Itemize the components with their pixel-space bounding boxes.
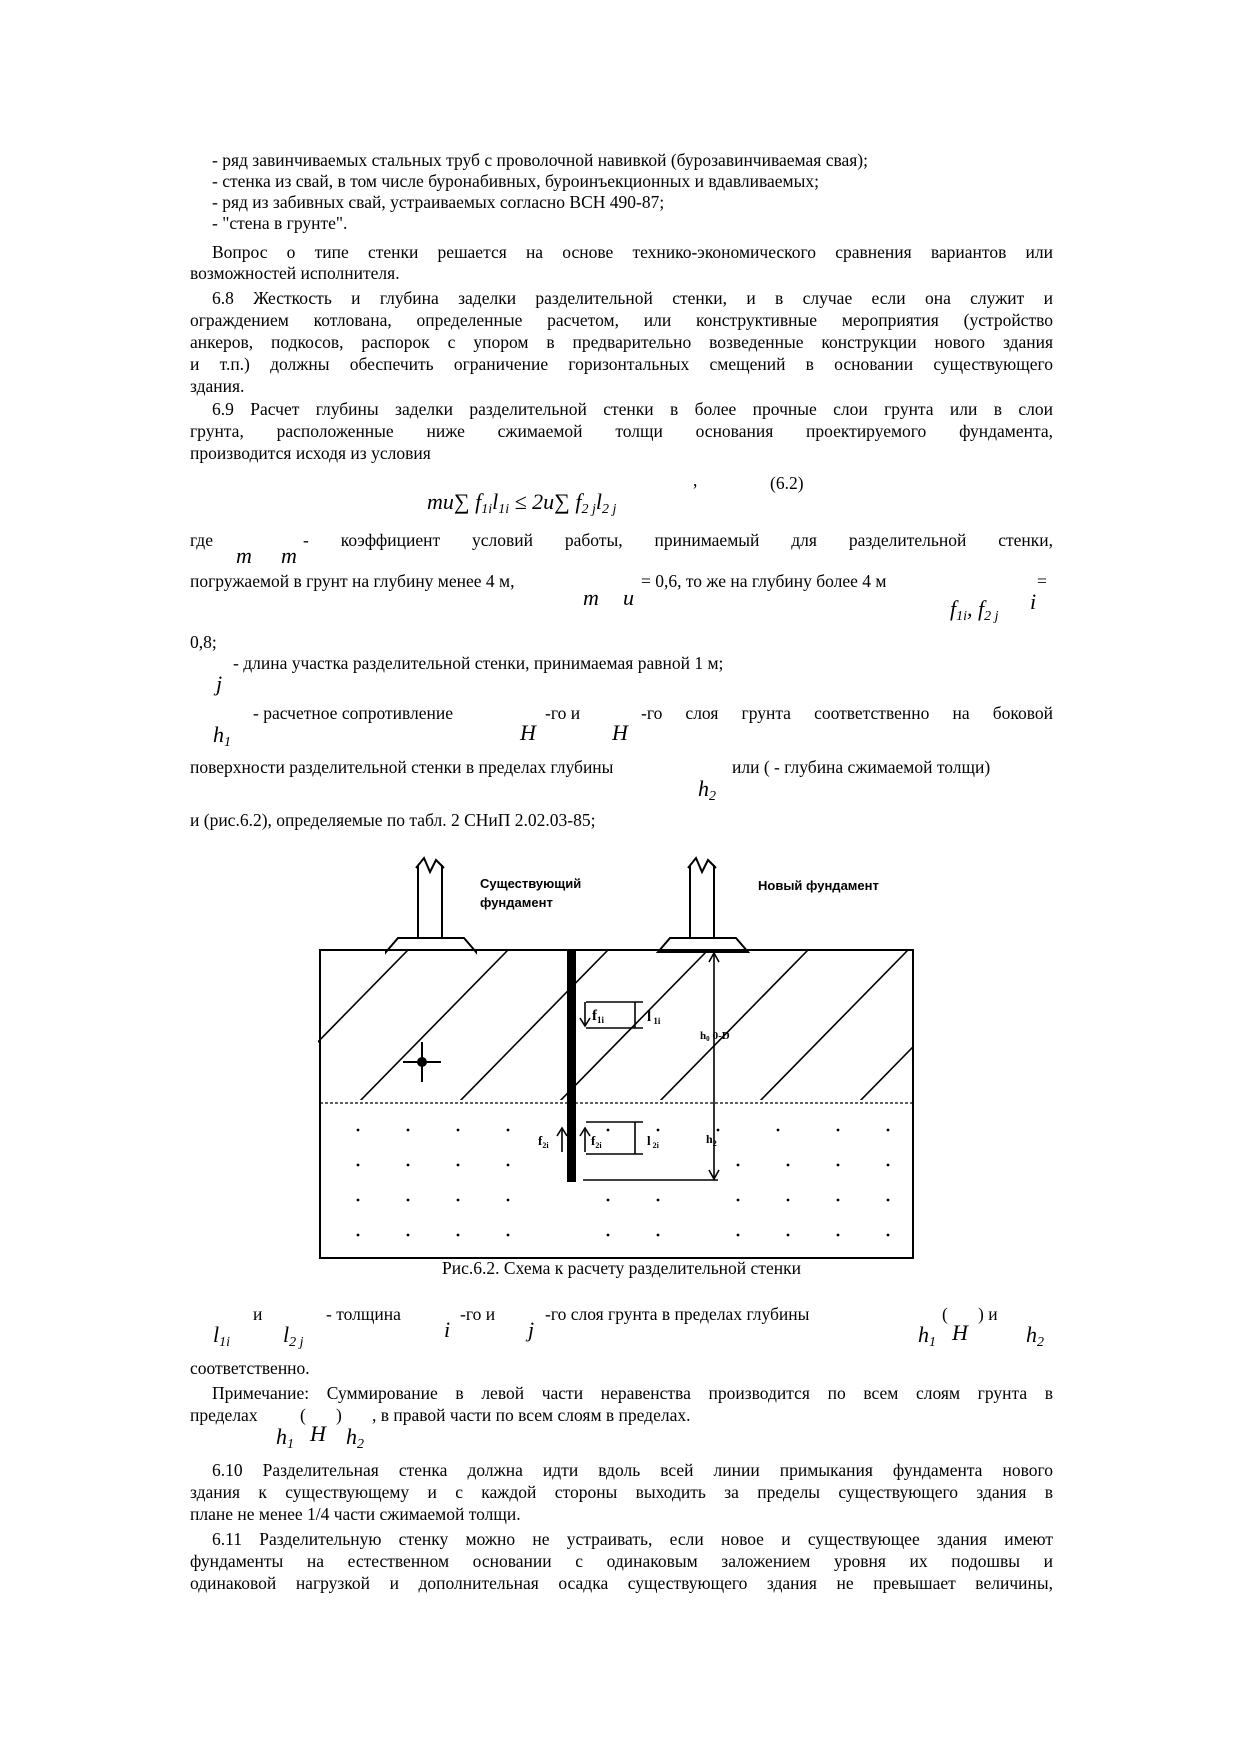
coefficient-description: - коэффициент условий работы, принимаемый для разделительной стенки, [303,530,1053,550]
paragraph-wall-type-line-2: возможностей исполнителя. [190,263,400,283]
label-f2i-right: $f_{2i}$ [591,1133,602,1150]
figure-caption: Рис.6.2. Схема к расчету разделительной стенки [442,1258,801,1278]
list-item-screw-piles: - ряд завинчиваемых стальных труб с проволочной навивкой (бурозавинчиваемая свая); [212,150,868,170]
list-item-slurry-wall: - "стена в грунте". [212,213,348,233]
symbol-h2-2: $h_2$ [1026,1322,1044,1350]
list-item-driven-piles: - ряд из забивных свай, устраиваемых согласно ВСН 490-87; [212,192,665,212]
label-f1i: $f_{1i}$ [592,1008,605,1025]
symbol-h: h [1026,1322,1037,1347]
depth-description-a: поверхности разделительной стенки в пределах глубины [190,757,614,777]
symbol-j-2: j [528,1317,535,1342]
note-right-part: , в правой части по всем слоям в пределах. [372,1405,691,1425]
clause-6-9-line-2: грунта, расположенные ниже сжимаемой толщи основания проектируемого фундамента, [190,421,1053,441]
new-foundation [658,858,748,952]
symbol-H-2: H [612,720,628,745]
equation-number: (6.2) [770,473,804,493]
label-h2: $h_2$ [706,1132,717,1148]
resistance-description-c: -го слоя грунта соответственно на боковой [641,703,1053,723]
note-paren-close: ) [336,1405,342,1425]
symbol-l1i: $l_{1i}$ [213,1322,231,1350]
symbol-h: h [213,722,224,747]
symbol-h: h [276,1424,287,1449]
resistance-description-b: -го и [545,703,581,723]
f1i-bracket [580,1002,643,1028]
clause-6-10-line-1: 6.10 Разделительная стенка должна идти вдоль всей линии примыкания фундамента нового [212,1460,1053,1480]
thickness-paren-open: ( [942,1304,948,1324]
equals-sign: = [1037,571,1047,591]
symbol-f1i: f [950,596,957,621]
clause-6-10-line-2: здания к существующему и с каждой стороны выходить за пределы существующего здания в [190,1482,1053,1502]
clause-6-9-line-1: 6.9 Расчет глубины заделки разделительной стенки в более прочные слои грунта или в слои [212,399,1053,419]
submerged-less-4m: погружаемой в грунт на глубину менее 4 м, [190,571,515,591]
symbol-i: i [1030,589,1037,614]
symbol-m-2: m [281,543,297,568]
symbol-H-3: H [952,1320,968,1345]
thickness-description-b: -го и [460,1304,496,1324]
separating-wall [567,950,576,1182]
label-new-foundation: Новый фундамент [758,878,879,893]
equation-l1i: l [492,489,499,514]
length-description: - длина участка разделительной стенки, принимаемая равной 1 м; [233,653,724,673]
thickness-and: и [253,1304,263,1324]
clause-6-8-line-1: 6.8 Жесткость и глубина заделки разделительной стенки, и в случае если она служит и [212,288,1053,308]
point-marker-dot [417,1057,427,1067]
table-reference: и (рис.6.2), определяемые по табл. 2 СНиП 2.02.03-85; [190,810,596,830]
clause-6-8-line-5: здания. [190,376,245,396]
equation-lhs: mu∑ f [427,489,482,514]
figure-6-2-diagram [318,850,928,1260]
symbol-H-1: H [520,720,536,745]
label-existing-foundation-line-2: фундамент [480,895,553,910]
symbol-h: h [698,776,709,801]
symbol-h: h [346,1424,357,1449]
label-l1i: l $_{1i}$ [647,1009,661,1026]
symbol-m-3: m [583,585,599,610]
symbol-j: j [216,671,223,696]
list-item-pile-wall: - стенка из свай, в том числе буронабивных, буроинъекционных и вдавливаемых; [212,171,819,191]
equation-rhs: ≤ 2u∑ f [514,489,582,514]
label-f2i-left: $f_{2i}$ [538,1133,549,1150]
note-within: пределах [190,1405,258,1425]
clause-6-11-line-3: одинаковой нагрузкой и дополнительная осадка существующего здания не превышает величины, [190,1573,1053,1593]
note-symbol-h1: $h_1$ [276,1424,294,1452]
resistance-description-a: - расчетное сопротивление [253,703,454,723]
thickness-description-a: - толщина [326,1304,401,1324]
label-h0: h0 0-D [700,1030,730,1043]
note-line-1: Примечание: Суммирование в левой части неравенства производится по всем слоям грунта в [212,1383,1053,1403]
thickness-paren-close: ) и [978,1304,998,1324]
symbol-l: l [283,1322,290,1347]
symbol-u: u [623,585,634,610]
equation-comma: , [693,470,698,490]
symbol-i-2: i [444,1317,451,1342]
symbol-h: h [918,1322,929,1347]
clause-6-8-line-3: анкеров, подкосов, распорок с упором в предварительно возведенные конструкции нового здания [190,332,1053,352]
clause-6-9-line-3: производится исходя из условия [190,443,431,463]
symbol-m-1: m [236,543,252,568]
respectively: соответственно. [190,1358,310,1378]
clause-6-11-line-1: 6.11 Разделительную стенку можно не устраивать, если новое и существующее здания имеют [212,1529,1053,1549]
value-06-more-4m: = 0,6, то же на глубину более 4 м [641,571,887,591]
where-word: где [190,530,213,550]
symbol-l2j: $l_{2 j}$ [283,1322,304,1350]
symbol-h2: $h_2$ [698,776,716,804]
symbols-f1i-f2j: $f_{1i}$, $f_{2 j}$ [950,596,999,624]
value-08: 0,8; [190,632,217,652]
symbol-l: l [213,1322,220,1347]
depth-description-b: или ( - глубина сжимаемой толщи) [732,757,991,777]
existing-foundation [386,858,476,952]
symbol-f2j: f [978,596,985,621]
equation-6-2: mu∑ $f_{1i}l_{1i} \le 2u\sum$ $f_{2 j}l_{2 j}$ [427,489,617,517]
note-paren-open: ( [300,1405,306,1425]
clause-6-10-line-3: плане не менее 1/4 части сжимаемой толщи. [190,1504,521,1524]
equation-l2j: l [595,489,602,514]
clause-6-8-line-2: ограждением котлована, определенные расчетом, или конструктивные мероприятия (устройство [190,310,1053,330]
lower-layer-dots [357,1129,890,1237]
soil-section-box [320,950,913,1258]
upper-layer-hatching [318,950,928,1103]
symbol-h1-2: $h_1$ [918,1322,936,1350]
symbol-h1: $h_1$ [213,722,231,750]
label-l2i: l $_{2i}$ [647,1133,659,1150]
paragraph-wall-type-line-1: Вопрос о типе стенки решается на основе технико-экономического сравнения вариантов или [212,242,1053,262]
clause-6-11-line-2: фундаменты на естественном основании с одинаковым заложением уровня их подошвы и [190,1551,1053,1571]
note-symbol-h2: $h_2$ [346,1424,364,1452]
label-existing-foundation-line-1: Существующий [480,876,582,891]
thickness-description-c: -го слоя грунта в пределах глубины [545,1304,810,1324]
clause-6-8-line-4: и т.п.) должны обеспечить ограничение горизонтальных смещений в основании существующего [190,354,1053,374]
note-symbol-H: H [310,1421,326,1446]
